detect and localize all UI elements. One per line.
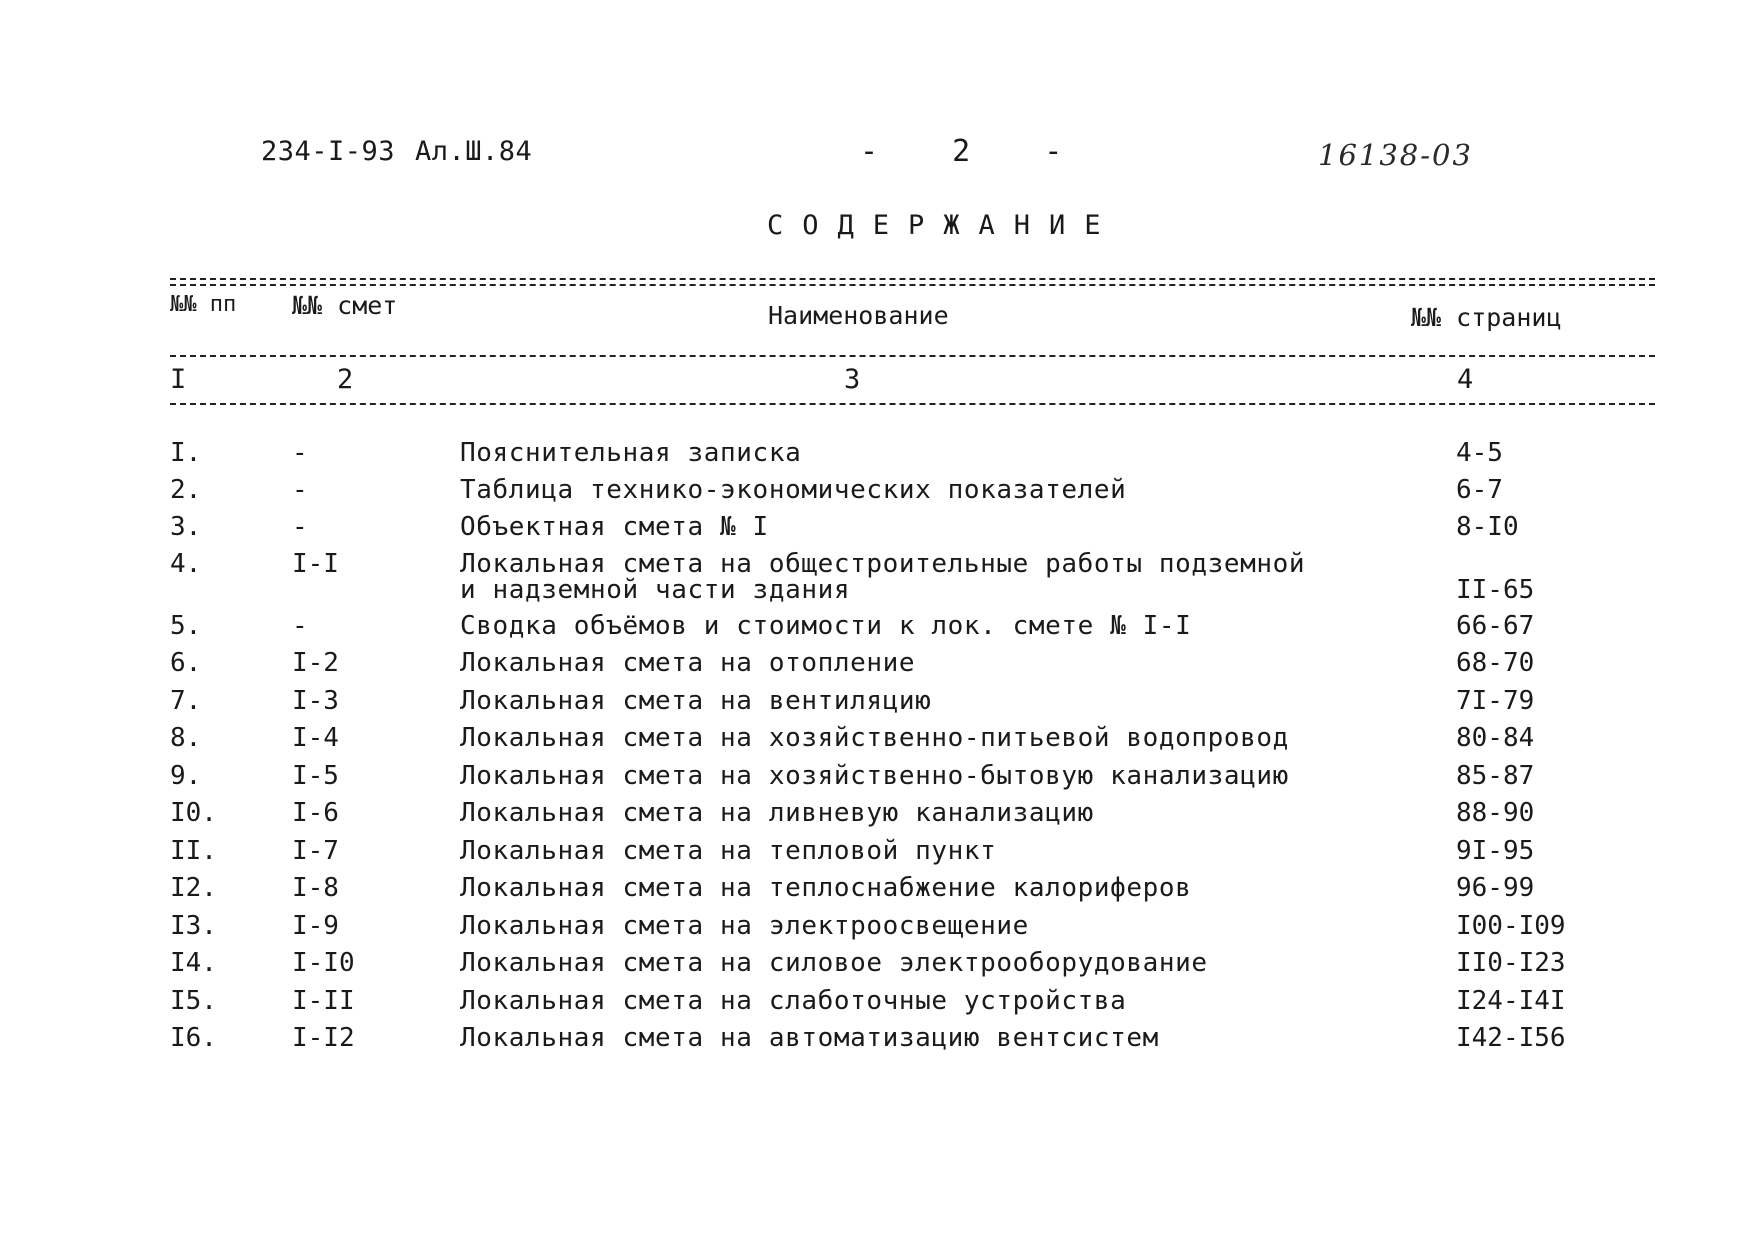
row-estimate-number: -: [292, 611, 308, 641]
row-number: I3.: [170, 911, 217, 941]
row-name: Таблица технико-экономических показателей: [460, 475, 1127, 505]
row-estimate-number: I-6: [292, 798, 339, 828]
row-number: 7.: [170, 686, 202, 716]
column-number-3: 3: [844, 364, 861, 395]
column-number-1: I: [170, 364, 187, 395]
row-number: I.: [170, 438, 202, 468]
row-pages: II-65: [1456, 575, 1535, 605]
row-estimate-number: I-I0: [292, 948, 355, 978]
handwritten-inventory-code: 16138-03: [1318, 138, 1473, 172]
row-name: Локальная смета на отопление: [460, 648, 916, 678]
column-number-4: 4: [1457, 364, 1474, 395]
column-number-2: 2: [337, 364, 354, 395]
header-divider-rule: [170, 355, 1655, 357]
album-number: Ал.Ш.84: [415, 136, 533, 167]
row-name: Объектная смета № I: [460, 512, 769, 542]
row-number: 9.: [170, 761, 202, 791]
row-number: 6.: [170, 648, 202, 678]
row-number: 4.: [170, 549, 202, 579]
row-pages: 4-5: [1456, 438, 1503, 468]
row-pages: 66-67: [1456, 611, 1535, 641]
row-number: I4.: [170, 948, 217, 978]
row-estimate-number: I-7: [292, 836, 339, 866]
row-name: Локальная смета на ливневую канализацию: [460, 798, 1094, 828]
row-name: Локальная смета на хозяйственно-питьевой водопровод: [460, 723, 1289, 753]
row-name: Локальная смета на теплоснабжение калориферов: [460, 873, 1192, 903]
column-header-number: №№ пп: [170, 292, 237, 317]
column-header-estimate: №№ смет: [292, 291, 398, 320]
row-name: Сводка объёмов и стоимости к лок. смете № I-I: [460, 611, 1192, 641]
row-pages: 9I-95: [1456, 836, 1535, 866]
row-name: Локальная смета на силовое электрооборудование: [460, 948, 1208, 978]
row-name: Локальная смета на слаботочные устройства: [460, 986, 1127, 1016]
row-number: 5.: [170, 611, 202, 641]
row-estimate-number: I-2: [292, 648, 339, 678]
row-pages: 68-70: [1456, 648, 1535, 678]
row-number: II.: [170, 836, 217, 866]
row-pages: 7I-79: [1456, 686, 1535, 716]
row-estimate-number: I-4: [292, 723, 339, 753]
row-estimate-number: I-3: [292, 686, 339, 716]
row-number: I5.: [170, 986, 217, 1016]
row-estimate-number: I-II: [292, 986, 355, 1016]
contents-title: СОДЕРЖАНИЕ: [767, 210, 1120, 241]
column-numbers-divider-rule: [170, 403, 1655, 405]
column-header-name: Наименование: [768, 301, 949, 330]
page-number: - 2 -: [860, 134, 1091, 169]
column-header-pages: №№ страниц: [1411, 303, 1562, 332]
row-number: 3.: [170, 512, 202, 542]
document-code: 234-I-93: [261, 136, 396, 167]
row-name: Локальная смета на вентиляцию: [460, 686, 932, 716]
row-pages: I00-I09: [1456, 911, 1566, 941]
row-pages: 80-84: [1456, 723, 1535, 753]
row-name: Локальная смета на тепловой пункт: [460, 836, 997, 866]
row-pages: 96-99: [1456, 873, 1535, 903]
row-pages: II0-I23: [1456, 948, 1566, 978]
row-number: I2.: [170, 873, 217, 903]
row-name: Локальная смета на автоматизацию вентсистем: [460, 1023, 1159, 1053]
row-number: I0.: [170, 798, 217, 828]
table-top-rule: [170, 278, 1655, 280]
row-number: 2.: [170, 475, 202, 505]
row-name: Локальная смета на электроосвещение: [460, 911, 1029, 941]
row-pages: 85-87: [1456, 761, 1535, 791]
row-estimate-number: -: [292, 438, 308, 468]
row-number: 8.: [170, 723, 202, 753]
row-pages: 88-90: [1456, 798, 1535, 828]
row-name: Пояснительная записка: [460, 438, 802, 468]
row-pages: 8-I0: [1456, 512, 1519, 542]
row-pages: 6-7: [1456, 475, 1503, 505]
row-pages: I24-I4I: [1456, 986, 1566, 1016]
row-estimate-number: I-I: [292, 549, 339, 579]
row-estimate-number: -: [292, 512, 308, 542]
row-name-continuation: и надземной части здания: [460, 575, 851, 605]
row-estimate-number: I-8: [292, 873, 339, 903]
row-name: Локальная смета на общестроительные работы подземной: [460, 549, 1306, 579]
row-estimate-number: -: [292, 475, 308, 505]
row-pages: I42-I56: [1456, 1023, 1566, 1053]
row-estimate-number: I-5: [292, 761, 339, 791]
row-name: Локальная смета на хозяйственно-бытовую канализацию: [460, 761, 1289, 791]
row-estimate-number: I-9: [292, 911, 339, 941]
row-number: I6.: [170, 1023, 217, 1053]
table-top-rule-double: [170, 284, 1655, 286]
row-estimate-number: I-I2: [292, 1023, 355, 1053]
